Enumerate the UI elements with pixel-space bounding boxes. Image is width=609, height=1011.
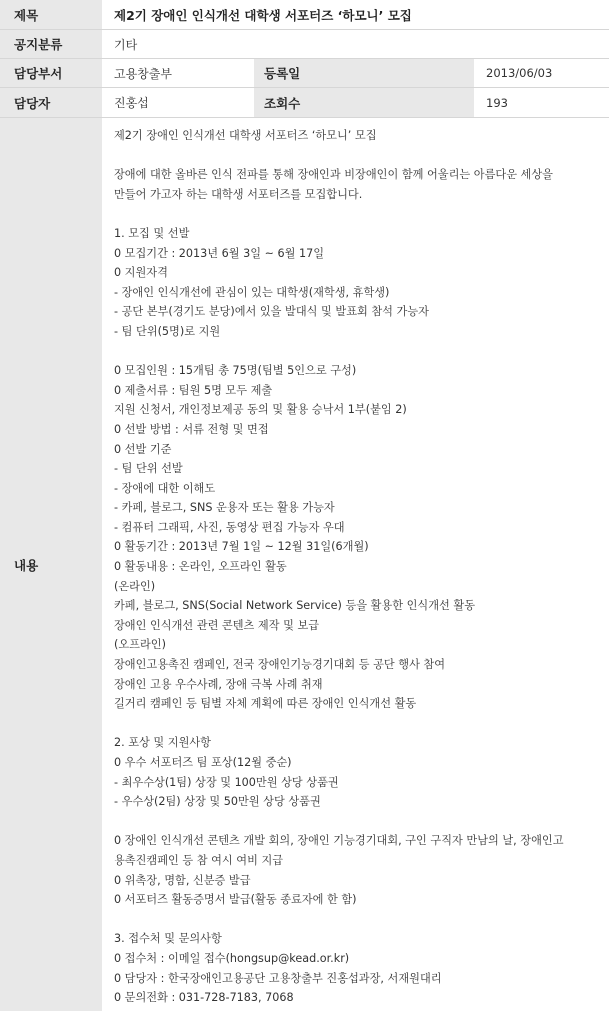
- content-line: - 팀 단위 선발: [114, 462, 183, 476]
- content-line: 0 선발 방법 : 서류 전형 및 면접: [114, 422, 269, 436]
- content-line: (오프라인): [114, 638, 166, 652]
- content-line: - 카페, 블로그, SNS 운용자 또는 활용 가능자: [114, 501, 335, 515]
- content-line: - 공단 본부(경기도 분당)에서 있을 발대식 및 발표회 참석 가능자: [114, 305, 429, 319]
- content-line: 3. 접수처 및 문의사항: [114, 932, 222, 946]
- content-line: - 컴퓨터 그래픽, 사진, 동영상 편집 가능자 우대: [114, 520, 345, 534]
- content-line: 용촉진캠페인 등 참 여시 여비 지급: [114, 853, 284, 867]
- person-row: [0, 88, 609, 118]
- content-line: 만들어 가고자 하는 대학생 서포터즈를 모집합니다.: [114, 187, 363, 201]
- content-body: [102, 118, 609, 1011]
- content-line: 0 선발 기준: [114, 442, 172, 456]
- notice-title: 제2기 장애인 인식개선 대학생 서포터즈 ‘하모니’ 모집: [114, 7, 412, 23]
- content-line: 0 모집인원 : 15개팀 총 75명(팀별 5인으로 구성): [114, 364, 357, 378]
- content-line: 0 문의전화 : 031-728-7183, 7068: [114, 991, 294, 1005]
- content-line: - 팀 단위(5명)로 지원: [114, 324, 221, 338]
- content-line: [114, 714, 609, 734]
- content-line: - 최우수상(1팀) 상장 및 100만원 상당 상품권: [114, 775, 339, 789]
- content-line: [114, 204, 609, 224]
- content-line: 0 제출서류 : 팀원 5명 모두 제출: [114, 383, 273, 397]
- content-line: 0 장애인 인식개선 콘텐츠 개발 회의, 장애인 기능경기대회, 구인 구직자 만남의 날, 장애인고: [114, 834, 564, 848]
- title-row: [0, 0, 609, 30]
- category-value: 기타: [114, 37, 138, 52]
- content-line: 장애에 대한 올바른 인식 전파를 통해 장애인과 비장애인이 함께 어울리는 아름다운 세상을: [114, 168, 553, 182]
- content-line: [114, 910, 609, 930]
- category-row: [0, 30, 609, 59]
- content-line: - 장애에 대한 이해도: [114, 481, 216, 495]
- content-line: 0 위촉장, 명함, 신분증 발급: [114, 873, 251, 887]
- date-value: 2013/06/03: [486, 66, 553, 80]
- content-line: [114, 812, 609, 832]
- content-line: [114, 146, 609, 166]
- content-line: 0 활동내용 : 온라인, 오프라인 활동: [114, 560, 287, 574]
- content-line: 0 활동기간 : 2013년 7월 1일 ~ 12월 31일(6개월): [114, 540, 369, 554]
- content-line: 카페, 블로그, SNS(Social Network Service) 등을 활용한 인식개선 활동: [114, 599, 476, 613]
- title-label: 제목: [0, 0, 102, 29]
- person-label: 담당자: [0, 88, 102, 117]
- content-label: 내용: [0, 118, 102, 1011]
- content-line: 0 담당자 : 한국장애인고용공단 고용창출부 진홍섭과장, 서재원대리: [114, 971, 442, 985]
- content-line: (온라인): [114, 579, 156, 593]
- content-line: - 장애인 인식개선에 관심이 있는 대학생(재학생, 휴학생): [114, 285, 390, 299]
- content-line: 제2기 장애인 인식개선 대학생 서포터즈 ‘하모니’ 모집: [114, 129, 377, 142]
- content-line: [114, 342, 609, 362]
- content-line: 장애인고용촉진 캠페인, 전국 장애인기능경기대회 등 공단 행사 참여: [114, 658, 446, 672]
- content-line: 2. 포상 및 지원사항: [114, 736, 211, 750]
- dept-row: [0, 59, 609, 88]
- content-line: 장애인 고용 우수사례, 장애 극복 사례 취재: [114, 677, 323, 691]
- views-label: 조회수: [254, 88, 474, 117]
- category-label: 공지분류: [0, 30, 102, 58]
- content-line: 0 서포터즈 활동증명서 발급(활동 종료자에 한 함): [114, 893, 357, 907]
- content-line: 0 접수처 : 이메일 접수(hongsup@kead.or.kr): [114, 951, 350, 965]
- date-label: 등록일: [254, 59, 474, 87]
- content-line: - 우수상(2팀) 상장 및 50만원 상당 상품권: [114, 795, 321, 809]
- dept-value: 고용창출부: [114, 66, 172, 81]
- content-line: 길거리 캠페인 등 팀별 자체 계획에 따른 장애인 인식개선 활동: [114, 697, 417, 711]
- content-line: 1. 모집 및 선발: [114, 226, 190, 240]
- person-value: 진홍섭: [114, 96, 149, 110]
- dept-label: 담당부서: [0, 59, 102, 87]
- content-line: 0 우수 서포터즈 팀 포상(12월 중순): [114, 756, 292, 769]
- content-line: 장애인 인식개선 관련 콘텐츠 제작 및 보급: [114, 618, 320, 632]
- content-line: 0 모집기간 : 2013년 6월 3일 ~ 6월 17일: [114, 246, 325, 260]
- content-line: 지원 신청서, 개인정보제공 동의 및 활용 승낙서 1부(붙임 2): [114, 403, 407, 417]
- views-value: 193: [486, 95, 508, 110]
- content-line: 0 지원자격: [114, 266, 168, 280]
